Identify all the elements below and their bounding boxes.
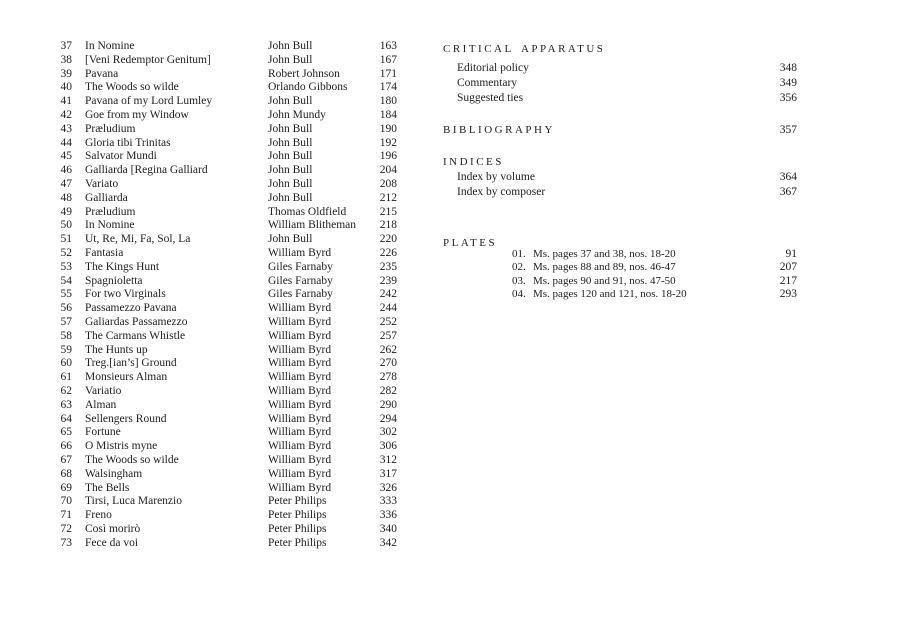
toc-row [58, 302, 397, 316]
entry-composer: William Byrd [268, 412, 332, 425]
entry-number: 43 [60, 122, 72, 135]
entry-composer: John Bull [268, 150, 313, 163]
toc-row [58, 219, 397, 233]
toc-row [58, 275, 397, 289]
item-page-number: 356 [779, 92, 797, 104]
entry-number: 47 [60, 177, 72, 190]
item-label: Editorial policy [457, 62, 529, 74]
toc-row [58, 68, 397, 82]
entry-page-number: 336 [379, 509, 397, 522]
plate-row [443, 275, 797, 287]
entry-number: 59 [60, 343, 72, 356]
entry-composer: Orlando Gibbons [268, 81, 348, 94]
entry-page-number: 242 [379, 288, 397, 301]
toc-row [58, 537, 397, 551]
entry-page-number: 290 [379, 398, 397, 411]
entry-composer: Giles Farnaby [268, 260, 333, 273]
entry-number: 54 [60, 274, 72, 287]
entry-page-number: 294 [379, 412, 397, 425]
entry-number: 45 [60, 150, 72, 163]
entry-page-number: 270 [379, 357, 397, 370]
plate-number: 03. [512, 274, 526, 287]
critical-apparatus-heading [443, 43, 797, 55]
entry-title: Salvator Mundi [85, 150, 157, 163]
plate-row [443, 261, 797, 273]
entry-number: 57 [60, 315, 72, 328]
indices-heading [443, 156, 797, 168]
entry-page-number: 180 [379, 95, 397, 108]
plate-label: Ms. pages 120 and 121, nos. 18-20 [533, 288, 687, 301]
entry-page-number: 174 [379, 81, 397, 94]
bibliography-heading [443, 124, 797, 136]
item-label: Index by volume [457, 171, 535, 183]
entry-title: Galiardas Passamezzo [85, 315, 188, 328]
toc-row [58, 206, 397, 220]
section-item-row [443, 171, 797, 183]
toc-row [58, 371, 397, 385]
entry-number: 49 [60, 205, 72, 218]
entry-composer: Peter Philips [268, 536, 327, 549]
entry-composer: William Byrd [268, 315, 332, 328]
entry-title: Pavana [85, 67, 119, 80]
entry-title: In Nomine [85, 40, 135, 52]
toc-row [58, 399, 397, 413]
item-page-number: 367 [779, 186, 797, 198]
entry-number: 66 [60, 440, 72, 453]
entry-title: Variato [85, 177, 119, 190]
item-label: Suggested ties [457, 92, 524, 104]
entry-title: For two Virginals [85, 288, 166, 301]
entry-title: Variatio [85, 384, 122, 397]
entry-number: 41 [60, 95, 72, 108]
entry-number: 46 [60, 164, 72, 177]
contents-table [58, 40, 397, 550]
entry-composer: William Byrd [268, 246, 332, 259]
entry-composer: Thomas Oldfield [268, 205, 347, 218]
toc-row [58, 247, 397, 261]
entry-composer: William Byrd [268, 357, 332, 370]
plate-label: Ms. pages 90 and 91, nos. 47-50 [533, 274, 676, 287]
entry-number: 60 [60, 357, 72, 370]
entry-page-number: 244 [379, 302, 397, 315]
entry-page-number: 306 [379, 440, 397, 453]
toc-row [58, 316, 397, 330]
entry-composer: John Bull [268, 40, 313, 52]
entry-number: 50 [60, 219, 72, 232]
toc-row [58, 426, 397, 440]
entry-page-number: 196 [379, 150, 397, 163]
section-heading-label: BIBLIOGRAPHY [443, 124, 555, 136]
toc-row [58, 150, 397, 164]
entry-number: 73 [60, 536, 72, 549]
entry-title: Ut, Re, Mi, Fa, Sol, La [85, 233, 191, 246]
entry-number: 40 [60, 81, 72, 94]
section-item-row [443, 186, 797, 198]
entry-number: 61 [60, 371, 72, 384]
entry-page-number: 342 [379, 536, 397, 549]
entry-page-number: 326 [379, 481, 397, 494]
toc-row [58, 192, 397, 206]
entry-title: Pavana of my Lord Lumley [85, 95, 213, 108]
section-item-row [443, 62, 797, 74]
entry-composer: John Bull [268, 191, 313, 204]
plate-row [443, 248, 797, 260]
section-item-row [443, 92, 797, 104]
entry-number: 37 [60, 40, 72, 52]
entry-page-number: 212 [379, 191, 397, 204]
entry-composer: William Byrd [268, 371, 332, 384]
entry-title: Walsingham [85, 467, 143, 480]
plate-number: 02. [512, 261, 526, 274]
plate-label: Ms. pages 37 and 38, nos. 18-20 [533, 248, 676, 260]
entry-composer: John Mundy [268, 108, 326, 121]
entry-composer: John Bull [268, 164, 313, 177]
entry-number: 68 [60, 467, 72, 480]
entry-page-number: 171 [379, 67, 397, 80]
entry-number: 62 [60, 384, 72, 397]
entry-title: Fece da voi [85, 536, 139, 549]
entry-composer: John Bull [268, 233, 313, 246]
entry-number: 51 [60, 233, 72, 246]
toc-row [58, 482, 397, 496]
toc-row [58, 123, 397, 137]
entry-composer: Giles Farnaby [268, 288, 333, 301]
entry-title: The Bells [85, 481, 130, 494]
entry-number: 38 [60, 53, 72, 66]
entry-composer: John Bull [268, 95, 313, 108]
item-page-number: 348 [779, 62, 797, 74]
entry-page-number: 218 [379, 219, 397, 232]
entry-page-number: 302 [379, 426, 397, 439]
entry-title: Spagnioletta [85, 274, 143, 287]
entry-page-number: 278 [379, 371, 397, 384]
entry-title: Treg.[ian’s] Ground [85, 357, 177, 370]
entry-composer: Peter Philips [268, 522, 327, 535]
toc-row [58, 81, 397, 95]
toc-row [58, 95, 397, 109]
entry-composer: William Byrd [268, 426, 332, 439]
entry-title: Goe from my Window [85, 108, 189, 121]
entry-number: 44 [60, 136, 72, 149]
entry-composer: Peter Philips [268, 495, 327, 508]
entry-title: Alman [85, 398, 117, 411]
toc-row [58, 233, 397, 247]
entry-title: Præludium [85, 122, 136, 135]
entry-title: The Kings Hunt [85, 260, 160, 273]
entry-composer: William Byrd [268, 398, 332, 411]
entry-page-number: 252 [379, 315, 397, 328]
section-heading-label: INDICES [443, 156, 504, 168]
toc-row [58, 178, 397, 192]
entry-title: The Hunts up [85, 343, 148, 356]
toc-row [58, 357, 397, 371]
page-number: 357 [779, 124, 797, 136]
entry-title: Passamezzo Pavana [85, 302, 177, 315]
entry-number: 67 [60, 453, 72, 466]
toc-row [58, 509, 397, 523]
entry-composer: William Byrd [268, 384, 332, 397]
item-label: Index by composer [457, 186, 546, 198]
item-page-number: 217 [779, 274, 797, 287]
entry-title: Præludium [85, 205, 136, 218]
entry-number: 63 [60, 398, 72, 411]
entry-number: 70 [60, 495, 72, 508]
entry-composer: Peter Philips [268, 509, 327, 522]
section-item-row [443, 77, 797, 89]
entry-number: 53 [60, 260, 72, 273]
entry-number: 48 [60, 191, 72, 204]
toc-row [58, 261, 397, 275]
entry-title: Fantasia [85, 246, 124, 259]
item-page-number: 349 [779, 77, 797, 89]
plate-number: 04. [512, 288, 526, 301]
entry-number: 71 [60, 509, 72, 522]
entry-title: Così morirò [85, 522, 141, 535]
entry-title: Tirsi, Luca Marenzio [85, 495, 182, 508]
entry-page-number: 163 [379, 40, 397, 52]
entry-composer: John Bull [268, 53, 313, 66]
entry-title: The Woods so wilde [85, 81, 179, 94]
toc-row [58, 40, 397, 54]
plate-label: Ms. pages 88 and 89, nos. 46-47 [533, 261, 676, 274]
entry-composer: Giles Farnaby [268, 274, 333, 287]
entry-page-number: 184 [379, 108, 397, 121]
entry-composer: William Byrd [268, 440, 332, 453]
entry-page-number: 282 [379, 384, 397, 397]
entry-number: 52 [60, 246, 72, 259]
entry-page-number: 317 [379, 467, 397, 480]
plate-row [443, 288, 797, 300]
entry-composer: William Byrd [268, 453, 332, 466]
entry-number: 65 [60, 426, 72, 439]
entry-title: Galliarda [Regina Galliard [85, 164, 208, 177]
entry-title: O Mistris myne [85, 440, 158, 453]
entry-title: [Veni Redemptor Genitum] [85, 53, 211, 66]
toc-row [58, 137, 397, 151]
entry-title: The Carmans Whistle [85, 329, 186, 342]
entry-page-number: 167 [379, 53, 397, 66]
entry-composer: John Bull [268, 122, 313, 135]
toc-row [58, 330, 397, 344]
entry-number: 64 [60, 412, 72, 425]
toc-row [58, 413, 397, 427]
toc-row [58, 495, 397, 509]
item-label: Commentary [457, 77, 518, 89]
entry-title: In Nomine [85, 219, 135, 232]
entry-page-number: 204 [379, 164, 397, 177]
entry-title: Gloria tibi Trinitas [85, 136, 171, 149]
toc-row [58, 385, 397, 399]
entry-number: 72 [60, 522, 72, 535]
entry-composer: William Byrd [268, 302, 332, 315]
entry-page-number: 239 [379, 274, 397, 287]
entry-title: The Woods so wilde [85, 453, 179, 466]
plate-number: 01. [512, 248, 526, 260]
toc-row [58, 468, 397, 482]
entry-number: 55 [60, 288, 72, 301]
toc-row [58, 523, 397, 537]
item-page-number: 364 [779, 171, 797, 183]
entry-composer: William Byrd [268, 329, 332, 342]
entry-composer: William Blitheman [268, 219, 357, 232]
entry-page-number: 220 [379, 233, 397, 246]
back-matter-column [443, 40, 797, 320]
entry-number: 42 [60, 108, 72, 121]
section-heading-label: CRITICAL APPARATUS [443, 43, 606, 55]
entry-page-number: 208 [379, 177, 397, 190]
entry-composer: William Byrd [268, 467, 332, 480]
entry-page-number: 226 [379, 246, 397, 259]
entry-number: 56 [60, 302, 72, 315]
toc-row [58, 109, 397, 123]
entry-number: 58 [60, 329, 72, 342]
toc-row [58, 454, 397, 468]
toc-row [58, 440, 397, 454]
item-page-number: 293 [779, 288, 797, 301]
entry-title: Freno [85, 509, 112, 522]
entry-page-number: 215 [379, 205, 397, 218]
entry-title: Sellengers Round [85, 412, 167, 425]
entry-page-number: 262 [379, 343, 397, 356]
section-heading-label: PLATES [443, 237, 498, 249]
entry-composer: William Byrd [268, 343, 332, 356]
toc-row [58, 164, 397, 178]
entry-title: Fortune [85, 426, 121, 439]
toc-row [58, 344, 397, 358]
entry-composer: William Byrd [268, 481, 332, 494]
entry-number: 69 [60, 481, 72, 494]
entry-page-number: 312 [379, 453, 397, 466]
entry-page-number: 235 [379, 260, 397, 273]
item-page-number: 91 [785, 248, 797, 260]
entry-page-number: 257 [379, 329, 397, 342]
entry-page-number: 190 [379, 122, 397, 135]
entry-composer: John Bull [268, 136, 313, 149]
entry-number: 39 [60, 67, 72, 80]
entry-composer: Robert Johnson [268, 67, 340, 80]
entry-composer: John Bull [268, 177, 313, 190]
item-page-number: 207 [779, 261, 797, 274]
toc-row [58, 288, 397, 302]
entry-page-number: 340 [379, 522, 397, 535]
entry-page-number: 192 [379, 136, 397, 149]
toc-row [58, 54, 397, 68]
entry-title: Monsieurs Alman [85, 371, 168, 384]
entry-page-number: 333 [379, 495, 397, 508]
entry-title: Galliarda [85, 191, 128, 204]
